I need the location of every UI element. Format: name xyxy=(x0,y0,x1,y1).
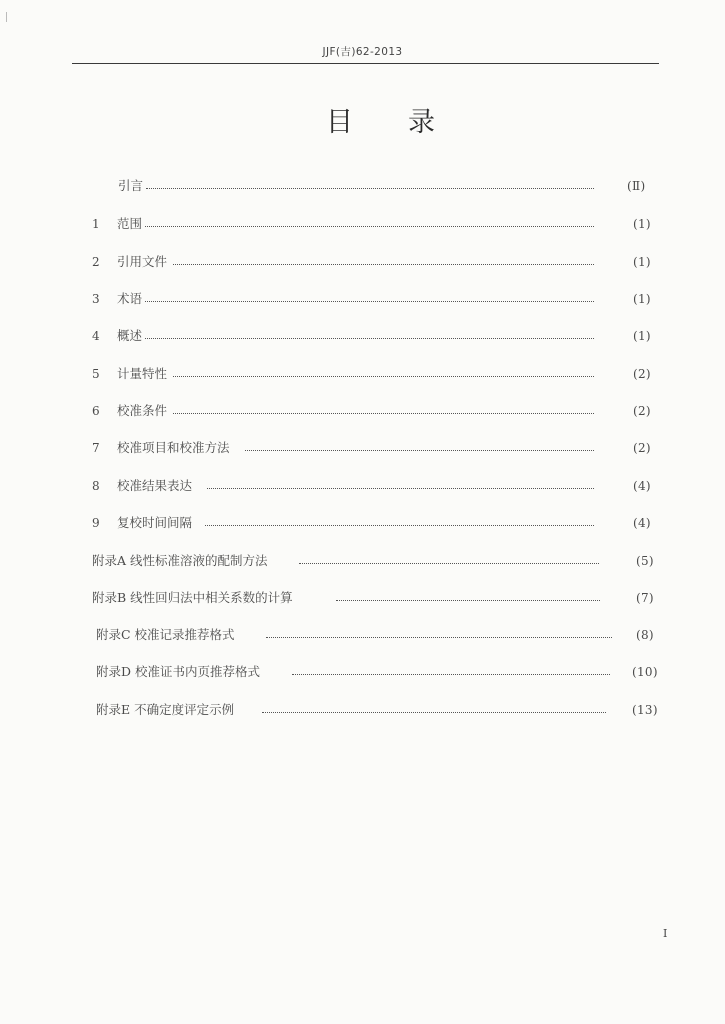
toc-entry-label: 附录B 线性回归法中相关系数的计算 xyxy=(92,590,293,605)
toc-leader-dots xyxy=(292,674,610,675)
toc-entry-page: (5) xyxy=(636,554,654,568)
scan-edge-mark xyxy=(6,12,7,22)
toc-entry-label: 引言 xyxy=(118,178,144,193)
toc-entry-page: (4) xyxy=(633,516,651,530)
toc-entry-label: 附录E 不确定度评定示例 xyxy=(96,702,235,717)
toc-entry xyxy=(0,252,725,272)
toc-leader-dots xyxy=(173,264,594,265)
toc-entry xyxy=(0,289,725,309)
toc-entry-label: 校准项目和校准方法 xyxy=(117,440,230,455)
toc-entry xyxy=(0,176,725,196)
toc-entry-number: 5 xyxy=(92,367,100,381)
toc-entry-label: 范围 xyxy=(117,216,143,231)
toc-entry xyxy=(0,214,725,234)
toc-entry xyxy=(0,476,725,496)
toc-leader-dots xyxy=(145,338,594,339)
toc-entry xyxy=(0,700,725,720)
toc-leader-dots xyxy=(173,413,594,414)
toc-leader-dots xyxy=(336,600,600,601)
toc-leader-dots xyxy=(245,450,594,451)
toc-leader-dots xyxy=(205,525,594,526)
toc-entry-label: 校准条件 xyxy=(117,403,168,418)
toc-entry-number: 1 xyxy=(92,217,100,231)
toc-entry-number: 6 xyxy=(92,404,100,418)
toc-entry xyxy=(0,662,725,682)
toc-entry xyxy=(0,401,725,421)
toc-entry-label: 附录A 线性标准溶液的配制方法 xyxy=(92,553,268,568)
toc-entry-number: 4 xyxy=(92,329,100,343)
toc-entry xyxy=(0,625,725,645)
toc-entry-number: 9 xyxy=(92,516,100,530)
toc-entry-label: 附录C 校准记录推荐格式 xyxy=(96,627,235,642)
toc-entry xyxy=(0,551,725,571)
standard-code: JJF(吉)62-2013 xyxy=(322,46,403,58)
toc-leader-dots xyxy=(173,376,594,377)
toc-entry xyxy=(0,326,725,346)
toc-leader-dots xyxy=(266,637,612,638)
toc-entry-page: (10) xyxy=(632,665,658,679)
toc-entry-number: 8 xyxy=(92,479,100,493)
toc-entry xyxy=(0,513,725,533)
page-title-part2: 录 xyxy=(408,107,435,138)
toc-entry-page: (2) xyxy=(633,367,651,381)
toc-entry-page: (2) xyxy=(633,404,651,418)
toc-leader-dots xyxy=(299,563,599,564)
toc-entry-page: (1) xyxy=(633,217,651,231)
toc-leader-dots xyxy=(146,188,594,189)
toc-entry-number: 7 xyxy=(92,441,100,455)
toc-entry-page: (1) xyxy=(633,292,651,306)
toc-entry-number: 2 xyxy=(92,255,100,269)
toc-leader-dots xyxy=(207,488,594,489)
toc-entry xyxy=(0,364,725,384)
toc-leader-dots xyxy=(145,226,594,227)
toc-entry-label: 计量特性 xyxy=(117,366,168,381)
toc-entry-page: (8) xyxy=(636,628,654,642)
toc-entry-page: (1) xyxy=(633,255,651,269)
toc-entry-page: (Ⅱ) xyxy=(627,179,646,193)
page-number: I xyxy=(663,927,668,940)
toc-entry-page: (1) xyxy=(633,329,651,343)
page-title-part1: 目 xyxy=(326,107,353,138)
toc-entry-number: 3 xyxy=(92,292,100,306)
toc-entry xyxy=(0,588,725,608)
toc-entry-page: (2) xyxy=(633,441,651,455)
toc-entry-label: 术语 xyxy=(117,291,143,306)
toc-entry xyxy=(0,438,725,458)
toc-leader-dots xyxy=(262,712,606,713)
toc-entry-label: 复校时间间隔 xyxy=(117,515,193,530)
toc-entry-label: 概述 xyxy=(117,328,143,343)
toc-entry-label: 引用文件 xyxy=(117,254,168,269)
toc-entry-page: (7) xyxy=(636,591,654,605)
toc-entry-page: (13) xyxy=(632,703,658,717)
toc-entry-label: 校准结果表达 xyxy=(117,478,193,493)
toc-entry-page: (4) xyxy=(633,479,651,493)
toc-leader-dots xyxy=(145,301,594,302)
toc-entry-label: 附录D 校准证书内页推荐格式 xyxy=(96,664,260,679)
header-rule xyxy=(72,63,659,64)
